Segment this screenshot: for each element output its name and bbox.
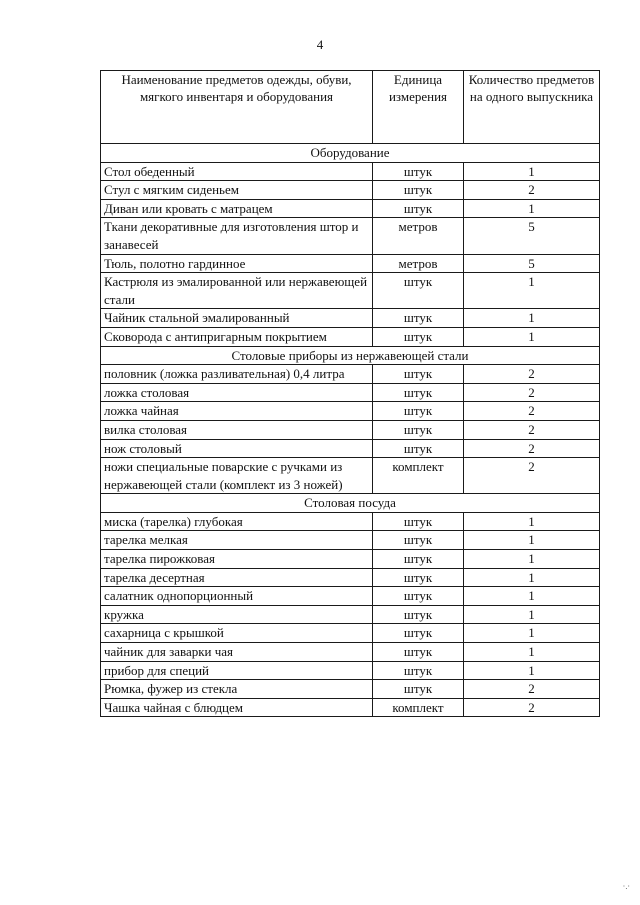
item-name-cell: тарелка пирожковая: [101, 550, 373, 569]
item-name-cell: миска (тарелка) глубокая: [101, 512, 373, 531]
item-name-cell: чайник для заварки чая: [101, 643, 373, 662]
table-row: [101, 254, 600, 273]
header-unit: Единица измерения: [373, 71, 464, 144]
item-name-cell: Кастрюля из эмалированной или нержавеющей стали: [101, 273, 373, 309]
table-body: [101, 144, 600, 717]
quantity-cell: 1: [464, 643, 600, 662]
quantity-cell: 2: [464, 698, 600, 717]
item-name-cell: ложка столовая: [101, 383, 373, 402]
quantity-cell: 5: [464, 254, 600, 273]
unit-cell: штук: [373, 550, 464, 569]
item-name-cell: половник (ложка разливательная) 0,4 литра: [101, 365, 373, 384]
unit-cell: штук: [373, 512, 464, 531]
header-quantity: Количество предметов на одного выпускника: [464, 71, 600, 144]
quantity-cell: 2: [464, 439, 600, 458]
item-name-cell: Стул с мягким сиденьем: [101, 181, 373, 200]
quantity-cell: 1: [464, 587, 600, 606]
table-row: [101, 698, 600, 717]
unit-cell: штук: [373, 365, 464, 384]
quantity-cell: 5: [464, 218, 600, 254]
unit-cell: штук: [373, 643, 464, 662]
header-item-name: Наименование предметов одежды, обуви, мягкого инвентаря и оборудования: [101, 71, 373, 144]
unit-cell: штук: [373, 661, 464, 680]
unit-cell: штук: [373, 587, 464, 606]
unit-cell: штук: [373, 402, 464, 421]
table-row: [101, 458, 600, 494]
unit-cell: штук: [373, 420, 464, 439]
item-name-cell: ножи специальные поварские с ручками из нержавеющей стали (комплект из 3 ножей): [101, 458, 373, 494]
table-row: [101, 531, 600, 550]
items-table: [100, 70, 600, 717]
quantity-cell: 2: [464, 680, 600, 699]
section-row: [101, 346, 600, 365]
item-name-cell: ложка чайная: [101, 402, 373, 421]
quantity-cell: 1: [464, 624, 600, 643]
quantity-cell: 1: [464, 162, 600, 181]
item-name-cell: Тюль, полотно гардинное: [101, 254, 373, 273]
quantity-cell: 1: [464, 309, 600, 328]
quantity-cell: 2: [464, 383, 600, 402]
item-name-cell: Рюмка, фужер из стекла: [101, 680, 373, 699]
item-name-cell: Стол обеденный: [101, 162, 373, 181]
table-row: [101, 365, 600, 384]
unit-cell: штук: [373, 273, 464, 309]
item-name-cell: тарелка десертная: [101, 568, 373, 587]
item-name-cell: Диван или кровать с матрацем: [101, 199, 373, 218]
quantity-cell: 1: [464, 568, 600, 587]
unit-cell: штук: [373, 439, 464, 458]
table-row: [101, 420, 600, 439]
unit-cell: метров: [373, 218, 464, 254]
table-row: [101, 199, 600, 218]
item-name-cell: Чайник стальной эмалированный: [101, 309, 373, 328]
section-title: Столовые приборы из нержавеющей стали: [101, 346, 600, 365]
item-name-cell: сахарница с крышкой: [101, 624, 373, 643]
section-row: [101, 144, 600, 163]
table-header: [101, 71, 600, 144]
item-name-cell: кружка: [101, 605, 373, 624]
table-row: [101, 327, 600, 346]
table-row: [101, 439, 600, 458]
quantity-cell: 2: [464, 365, 600, 384]
section-title: Столовая посуда: [101, 494, 600, 513]
table-row: [101, 383, 600, 402]
table-row: [101, 643, 600, 662]
table-row: [101, 273, 600, 309]
table-row: [101, 309, 600, 328]
unit-cell: штук: [373, 309, 464, 328]
table-row: [101, 605, 600, 624]
section-row: [101, 494, 600, 513]
item-name-cell: Чашка чайная с блюдцем: [101, 698, 373, 717]
unit-cell: штук: [373, 383, 464, 402]
table-row: [101, 624, 600, 643]
table-row: [101, 568, 600, 587]
unit-cell: метров: [373, 254, 464, 273]
quantity-cell: 2: [464, 458, 600, 494]
section-title: Оборудование: [101, 144, 600, 163]
quantity-cell: 2: [464, 181, 600, 200]
unit-cell: штук: [373, 624, 464, 643]
page-number: 4: [316, 37, 324, 52]
quantity-cell: 1: [464, 661, 600, 680]
item-name-cell: Сковорода с антипригарным покрытием: [101, 327, 373, 346]
table-row: [101, 402, 600, 421]
quantity-cell: 1: [464, 327, 600, 346]
quantity-cell: 2: [464, 402, 600, 421]
unit-cell: штук: [373, 327, 464, 346]
unit-cell: штук: [373, 199, 464, 218]
quantity-cell: 1: [464, 512, 600, 531]
item-name-cell: тарелка мелкая: [101, 531, 373, 550]
unit-cell: штук: [373, 605, 464, 624]
quantity-cell: 1: [464, 531, 600, 550]
unit-cell: штук: [373, 531, 464, 550]
quantity-cell: 1: [464, 550, 600, 569]
unit-cell: штук: [373, 162, 464, 181]
quantity-cell: 1: [464, 605, 600, 624]
table-row: [101, 587, 600, 606]
item-name-cell: салатник однопорционный: [101, 587, 373, 606]
table-row: [101, 550, 600, 569]
scan-mark: ·.·: [622, 882, 630, 891]
unit-cell: комплект: [373, 698, 464, 717]
unit-cell: штук: [373, 680, 464, 699]
item-name-cell: Ткани декоративные для изготовления штор и занавесей: [101, 218, 373, 254]
unit-cell: комплект: [373, 458, 464, 494]
table-row: [101, 181, 600, 200]
table-row: [101, 680, 600, 699]
table-row: [101, 162, 600, 181]
quantity-cell: 1: [464, 199, 600, 218]
quantity-cell: 2: [464, 420, 600, 439]
item-name-cell: вилка столовая: [101, 420, 373, 439]
table-row: [101, 512, 600, 531]
table-row: [101, 218, 600, 254]
item-name-cell: нож столовый: [101, 439, 373, 458]
table-row: [101, 661, 600, 680]
quantity-cell: 1: [464, 273, 600, 309]
unit-cell: штук: [373, 181, 464, 200]
item-name-cell: прибор для специй: [101, 661, 373, 680]
unit-cell: штук: [373, 568, 464, 587]
